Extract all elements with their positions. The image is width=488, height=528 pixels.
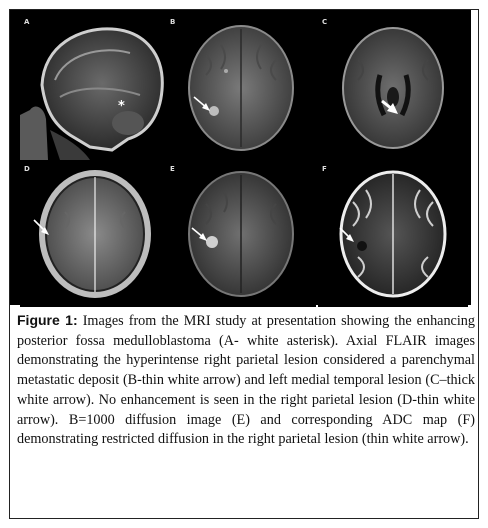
panel-c-axial-flair — [318, 15, 468, 160]
thin-white-arrow — [166, 15, 316, 160]
thick-white-arrow — [318, 15, 468, 160]
thin-white-arrow — [166, 162, 316, 307]
panel-letter: C — [322, 18, 328, 26]
panel-letter: D — [24, 165, 30, 173]
panel-f-adc-map — [318, 162, 468, 307]
panel-d-axial-t1 — [20, 162, 170, 307]
mri-panel-grid — [10, 10, 471, 305]
sagittal-brain-image — [20, 15, 170, 160]
figure-label: Figure 1: — [17, 312, 78, 328]
panel-e-dwi — [166, 162, 316, 307]
figure-caption — [17, 311, 475, 450]
panel-letter: E — [170, 165, 175, 173]
panel-letter: F — [322, 165, 327, 173]
asterisk-marker: * — [118, 99, 125, 114]
thin-white-arrow — [20, 162, 170, 307]
caption-text: Images from the MRI study at presentation showing the enhancing posterior fossa medulloblastoma (A- white asterisk). Axial FLAIR images demonstrating the hyperintense right parietal lesion considered a parenchymal metastatic deposit (B-thin white arrow) and left medial temporal lesion (C–thick white arrow). No enhancement is seen in the right parietal lesion (D-thin white arrow). B=1000 diffusion image (E) and corresponding ADC map (F) demonstrating restricted diffusion in the right parietal lesion (thin white arrow). — [17, 313, 475, 448]
panel-letter: A — [24, 18, 30, 26]
panel-a-sagittal-mri — [20, 15, 170, 160]
thin-white-arrow — [318, 162, 468, 307]
panel-letter: B — [170, 18, 176, 26]
panel-b-axial-flair — [166, 15, 316, 160]
